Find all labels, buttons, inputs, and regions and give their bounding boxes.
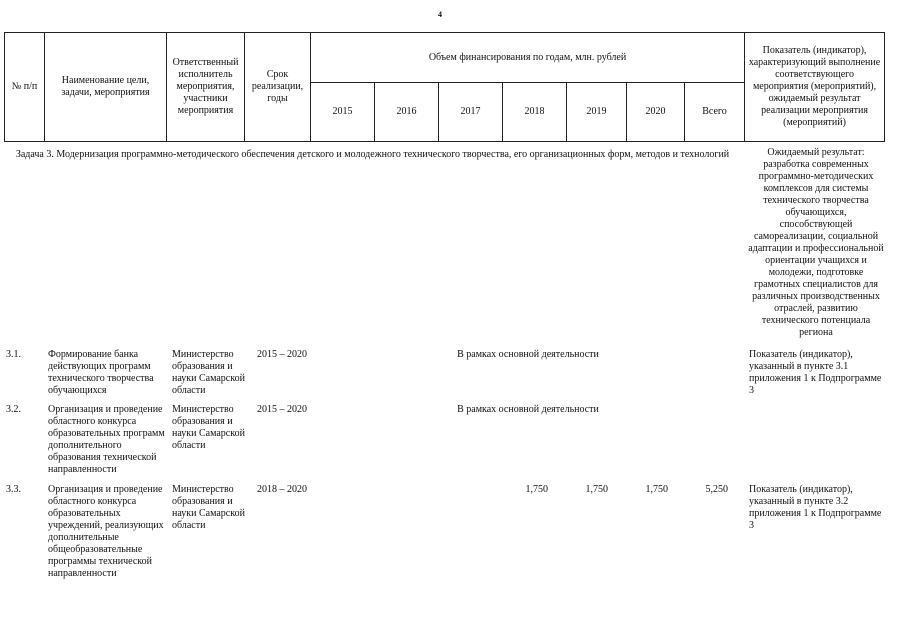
row-3-3-value-2019: 1,750: [585, 484, 608, 495]
task-title: Задача 3. Модернизация программно-методического обеспечения детского и молодежного технического творчества, его организационных форм, методов и технологий: [15, 149, 730, 160]
row-3-1-executor: Министерство образования и науки Самарской области: [172, 349, 245, 396]
row-3-1-period: 2015 – 2020: [257, 349, 307, 360]
header-year-2020: 2020: [627, 83, 685, 142]
page-number: 4: [438, 10, 442, 19]
header-year-2015: 2015: [311, 83, 375, 142]
expected-result: Ожидаемый результат: разработка современных программно-методических комплексов для системы технического творчества обучающихся, способствующей самореализации, социальной адаптации и профессиональной ориентации учащихся и молодежи, подготовке грамотных специалистов для различных производственных отраслей, развитию технического потенциала региона: [748, 147, 884, 338]
row-3-3-value-2020: 1,750: [645, 484, 668, 495]
header-funding: Объем финансирования по годам, млн. рублей: [311, 33, 745, 83]
row-3-3-name: Организация и проведение областного конкурса образовательных учреждений, реализующих дополнительные общеобразовательные программы технической направленности: [48, 484, 164, 579]
row-3-3-indicator: Показатель (индикатор), указанный в пункте 3.2 приложения 1 к Подпрограмме 3: [749, 484, 882, 531]
row-3-2-period: 2015 – 2020: [257, 404, 307, 415]
row-3-1-num: 3.1.: [6, 349, 21, 360]
row-3-3-executor: Министерство образования и науки Самарской области: [172, 484, 245, 531]
row-3-1-funding: В рамках основной деятельности: [457, 349, 599, 360]
header-year-2018: 2018: [503, 83, 567, 142]
row-3-1-name: Формирование банка действующих программ технического творчества обучающихся: [48, 349, 154, 396]
table-header: [4, 32, 885, 142]
row-3-2-executor: Министерство образования и науки Самарской области: [172, 404, 245, 451]
row-3-3-period: 2018 – 2020: [257, 484, 307, 495]
row-3-2-num: 3.2.: [6, 404, 21, 415]
header-indicator: Показатель (индикатор), характеризующий выполнение соответствующего мероприятия (мероприятий), ожидаемый результат реализации мероприятия (мероприятий): [745, 33, 885, 142]
row-3-3-value-total: 5,250: [705, 484, 728, 495]
header-year-2019: 2019: [567, 83, 627, 142]
row-3-1-indicator: Показатель (индикатор), указанный в пункте 3.1 приложения 1 к Подпрограмме 3: [749, 349, 882, 396]
header-executor: Ответственный исполнитель мероприятия, участники мероприятия: [167, 33, 245, 142]
row-3-2-funding: В рамках основной деятельности: [457, 404, 599, 415]
row-3-3-num: 3.3.: [6, 484, 21, 495]
header-year-2016: 2016: [375, 83, 439, 142]
header-year-2017: 2017: [439, 83, 503, 142]
header-total: Всего: [685, 83, 745, 142]
header-period: Срок реализации, годы: [245, 33, 311, 142]
row-3-2-name: Организация и проведение областного конкурса образовательных программ дополнительного образования технической направленности: [48, 404, 165, 475]
row-3-3-value-2018: 1,750: [525, 484, 548, 495]
header-num: № п/п: [5, 33, 45, 142]
header-name: Наименование цели, задачи, мероприятия: [45, 33, 167, 142]
